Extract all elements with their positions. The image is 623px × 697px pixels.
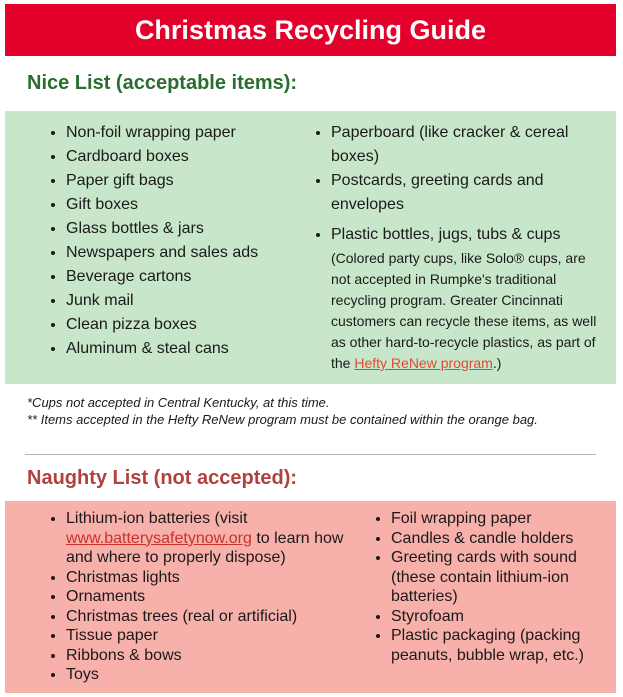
plastic-item-label: Plastic bottles, jugs, tubs & cups [331,226,561,243]
list-item: • Ribbons & bows [66,646,348,666]
naughty-list-box [5,501,616,693]
list-item: • Junk mail [66,289,288,313]
list-item: • Christmas lights [66,568,348,588]
hefty-renew-link[interactable]: Hefty ReNew program [354,355,493,371]
list-item: • Glass bottles & jars [66,217,288,241]
list-item: • Postcards, greeting cards and envelopes [331,169,605,217]
naughty-list-left [28,509,348,685]
list-item: • Candles & candle holders [391,529,608,549]
nice-list-title: Nice List (acceptable items): [27,72,298,94]
naughty-list-left-column [28,509,348,685]
naughty-list-right-column [353,509,608,665]
battery-text: Lithium-ion batteries (visit [66,510,248,527]
naughty-list-right [353,509,608,665]
title-banner [5,4,616,56]
list-item: • Toys [66,665,348,685]
list-item: • Cardboard boxes [66,145,288,169]
list-item: • Gift boxes [66,193,288,217]
nice-list-right-column [305,121,605,374]
list-item: • Tissue paper [66,626,348,646]
plastic-note-end: .) [492,355,502,371]
list-item: • Ornaments [66,587,348,607]
list-item: • Paperboard (like cracker & cereal boxes) [331,121,605,169]
plastic-note-text: (Colored party cups, like Solo® cups, are not accepted in Rumpke's traditional recycling program. Greater Cincinnati customers can recycle these items, as well as other hard-to-recycle plastics, as part of the [331,250,597,371]
page-title: Christmas Recycling Guide [134,14,487,45]
list-item-batteries [66,509,348,568]
list-item: • Greeting cards with sound (these contain lithium-ion batteries) [391,548,608,607]
footnote-cups: *Cups not accepted in Central Kentucky, at this time. [27,395,330,410]
nice-list-box [5,111,616,384]
list-item: • Plastic packaging (packing peanuts, bubble wrap, etc.) [391,626,608,665]
list-item: • Non-foil wrapping paper [66,121,288,145]
list-item: • Paper gift bags [66,169,288,193]
nice-list-left [28,121,288,361]
battery-safety-link[interactable]: www.batterysafetynow.org [66,529,252,547]
list-item: • Christmas trees (real or artificial) [66,607,348,627]
list-item-plastic [331,223,605,374]
naughty-list-title: Naughty List (not accepted): [27,466,298,489]
footnote-hefty: ** Items accepted in the Hefty ReNew program must be contained within the orange bag. [27,412,538,427]
list-item: • Foil wrapping paper [391,509,608,529]
list-item: • Newspapers and sales ads [66,241,288,265]
list-item: • Clean pizza boxes [66,313,288,337]
list-item: • Beverage cartons [66,265,288,289]
nice-list-left-column [28,121,288,361]
nice-list-right [305,121,605,374]
battery-text-end: to learn how and where to properly dispose) [66,529,344,566]
footnotes [5,384,616,446]
recycling-guide [5,4,616,694]
list-item: • Styrofoam [391,607,608,627]
plastic-note [331,248,605,374]
list-item: • Aluminum & steal cans [66,337,288,361]
